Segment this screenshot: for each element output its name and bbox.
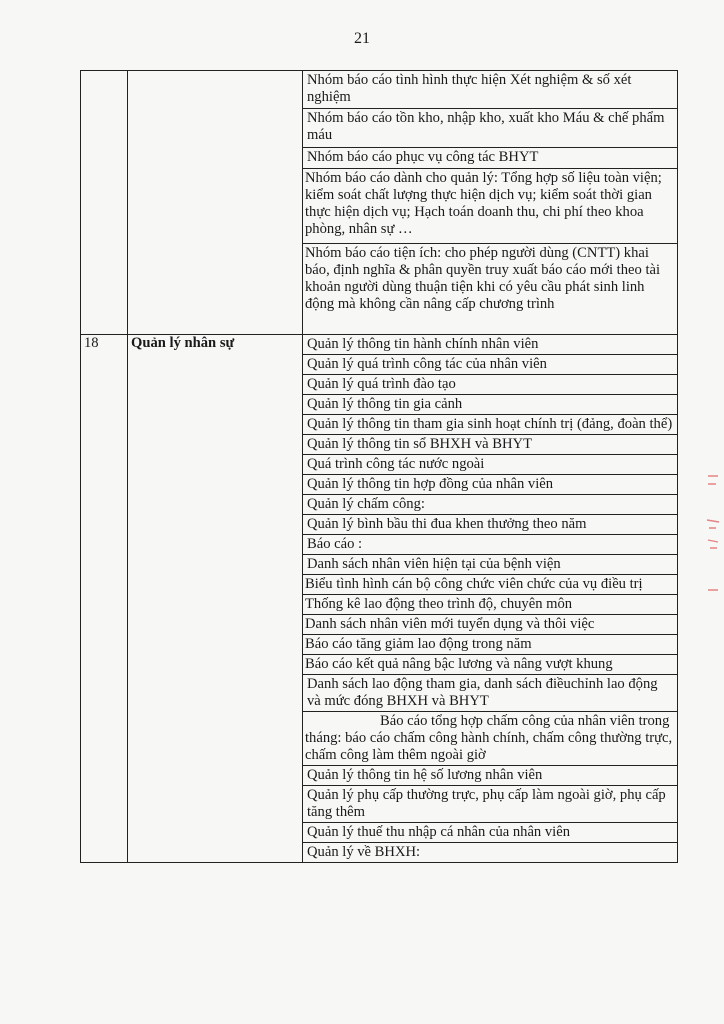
feature-cell: Quá trình công tác nước ngoài <box>303 455 678 475</box>
red-stamp-mark <box>704 470 722 612</box>
feature-cell: Quản lý quá trình đào tạo <box>303 375 678 395</box>
feature-cell: Quản lý thông tin hành chính nhân viên <box>303 335 678 355</box>
table-row <box>81 335 678 355</box>
feature-cell: Báo cáo tăng giảm lao động trong năm <box>303 635 678 655</box>
feature-cell: Báo cáo kết quả nâng bậc lương và nâng vượt khung <box>303 655 678 675</box>
feature-cell: Quản lý thông tin hợp đồng của nhân viên <box>303 475 678 495</box>
feature-cell: Danh sách lao động tham gia, danh sách điềuchỉnh lao động và mức đóng BHXH và BHYT <box>303 675 678 712</box>
feature-cell: Danh sách nhân viên mới tuyển dụng và thôi việc <box>303 615 678 635</box>
feature-cell: Quản lý thông tin gia cảnh <box>303 395 678 415</box>
feature-cell: Quản lý thuế thu nhập cá nhân của nhân viên <box>303 823 678 843</box>
feature-cell: Quản lý thông tin hệ số lương nhân viên <box>303 766 678 786</box>
feature-cell: Quản lý phụ cấp thường trực, phụ cấp làm ngoài giờ, phụ cấp tăng thêm <box>303 786 678 823</box>
requirements-table <box>80 70 678 863</box>
feature-cell: Danh sách nhân viên hiện tại của bệnh viện <box>303 555 678 575</box>
function-name-cell <box>128 71 303 335</box>
feature-cell: Thống kê lao động theo trình độ, chuyên môn <box>303 595 678 615</box>
feature-cell: Nhóm báo cáo tồn kho, nhập kho, xuất kho Máu & chế phẩm máu <box>303 109 678 148</box>
feature-cell: Quản lý bình bầu thi đua khen thưởng theo năm <box>303 515 678 535</box>
table-row <box>81 71 678 109</box>
page-number: 21 <box>354 30 370 47</box>
stamp-fragment-icon <box>704 470 722 610</box>
feature-cell: Quản lý chấm công: <box>303 495 678 515</box>
feature-cell: Quản lý thông tin tham gia sinh hoạt chính trị (đảng, đoàn thể) <box>303 415 678 435</box>
feature-cell: Biểu tình hình cán bộ công chức viên chức của vụ điều trị <box>303 575 678 595</box>
feature-cell: Quản lý về BHXH: <box>303 843 678 863</box>
feature-cell: Báo cáo tổng hợp chấm công của nhân viên trong tháng: báo cáo chấm công hành chính, chấm công thường trực, chấm công làm thêm ngoài giờ <box>303 712 678 766</box>
feature-cell: Báo cáo : <box>303 535 678 555</box>
feature-cell: Nhóm báo cáo dành cho quản lý: Tổng hợp số liệu toàn viện; kiểm soát chất lượng thực hiện dịch vụ; kiểm soát thời gian thực hiện dịch vụ; Hạch toán doanh thu, chi phí theo khoa phòng, nhân sự … <box>303 169 678 244</box>
feature-cell: Nhóm báo cáo phục vụ công tác BHYT <box>303 148 678 169</box>
row-number-cell <box>81 71 128 335</box>
feature-cell: Quản lý quá trình công tác của nhân viên <box>303 355 678 375</box>
section-title: Quản lý nhân sự <box>128 335 303 863</box>
feature-cell: Nhóm báo cáo tiện ích: cho phép người dùng (CNTT) khai báo, định nghĩa & phân quyền truy xuất báo cáo mới theo tài khoản người dùng thuận tiện khi có yêu cầu phát sinh linh động mà không cần nâng cấp chương trình <box>303 244 678 335</box>
feature-cell: Nhóm báo cáo tình hình thực hiện Xét nghiệm & số xét nghiệm <box>303 71 678 109</box>
feature-cell: Quản lý thông tin sổ BHXH và BHYT <box>303 435 678 455</box>
section-number: 18 <box>81 335 128 863</box>
